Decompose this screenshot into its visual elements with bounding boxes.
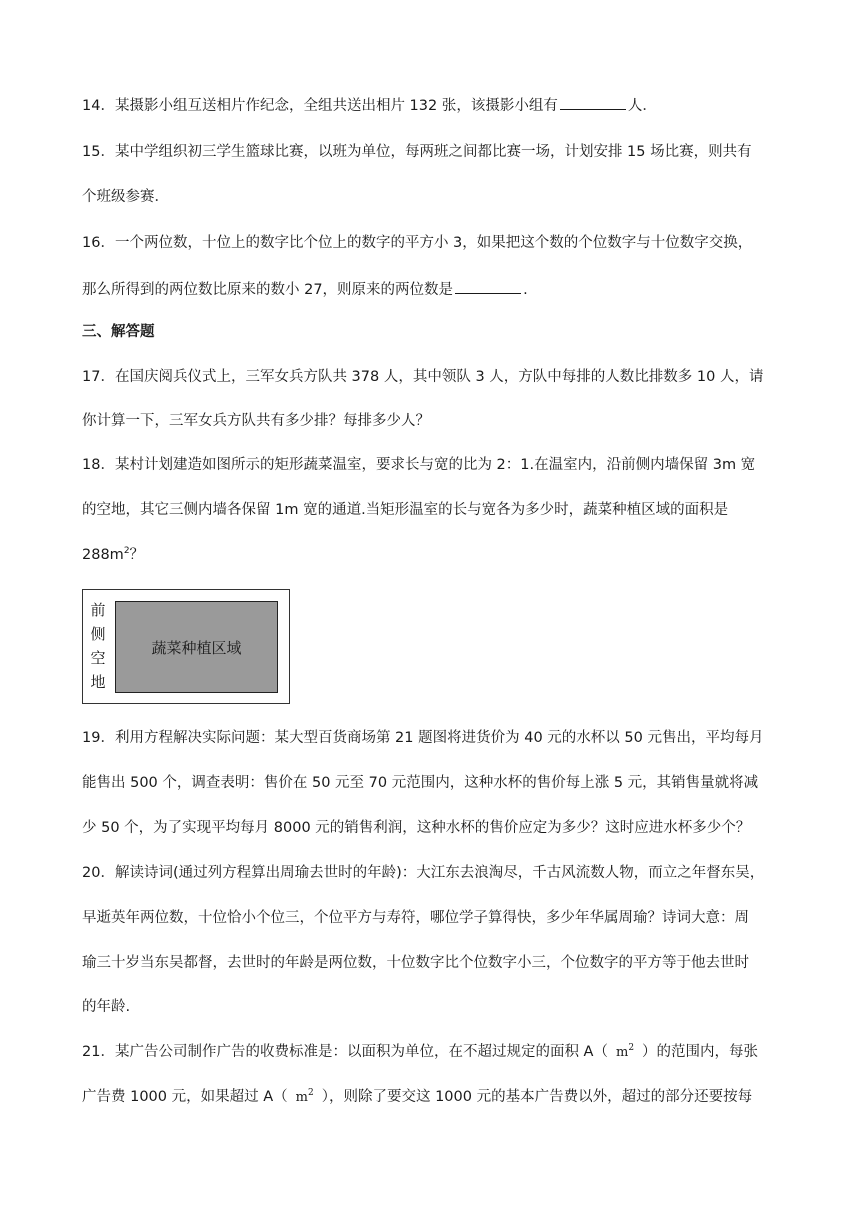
front-space-char: 地: [90, 673, 106, 691]
question-14: [82, 95, 782, 116]
question-19-line-2: 能售出 500 个，调查表明：售价在 50 元至 70 元范围内，这种水杯的售价每上涨 5 元，其销售量就将减: [82, 775, 759, 791]
question-16-line-2: [82, 279, 782, 300]
unit-base: m: [295, 1090, 308, 1105]
question-21-line-1: [82, 1042, 782, 1063]
question-16-line-1: 16．一个两位数，十位上的数字比个位上的数字的平方小 3，如果把这个数的个位数字与十位数字交换，: [82, 235, 753, 251]
answer-blank: [560, 95, 626, 110]
q21-text-cont: ）的范围内，每张: [642, 1044, 759, 1060]
planting-area: [115, 601, 278, 693]
unit-exponent: 2: [628, 1043, 635, 1053]
question-17-line-1: 17．在国庆阅兵仪式上，三军女兵方队共 378 人，其中领队 3 人，方队中每排的人数比排数多 10 人，请: [82, 369, 764, 385]
q21-text-cont: ），则除了要交这 1000 元的基本广告费以外，超过的部分还要按每: [321, 1089, 753, 1105]
question-18-line-2: 的空地，其它三侧内墙各保留 1m 宽的通道.当矩形温室的长与宽各为多少时，蔬菜种植区域的面积是: [82, 502, 729, 518]
q14-text-end: 人．: [627, 98, 657, 114]
q16-text-end: .: [523, 282, 528, 298]
area-unit: [616, 1045, 634, 1060]
question-15-line-2: 个班级参赛．: [82, 189, 169, 205]
question-18-line-1: 18．某村计划建造如图所示的矩形蔬菜温室，要求长与宽的比为 2：1.在温室内，沿前侧内墙保留 3m 宽: [82, 457, 756, 473]
unit-exponent: 2: [307, 1088, 314, 1098]
question-mark: ？: [129, 547, 145, 563]
exponent: 2: [123, 546, 130, 556]
question-20-line-2: 早逝英年两位数，十位恰小个位三，个位平方与寿符，哪位学子算得快，多少年华属周瑜？诗词大意：周: [82, 910, 749, 926]
front-space-char: 前: [90, 601, 106, 619]
area-value: 288m: [82, 547, 124, 563]
question-15-line-1: 15．某中学组织初三学生篮球比赛，以班为单位，每两班之间都比赛一场，计划安排 15 场比赛，则共有: [82, 144, 752, 160]
question-20-line-4: 的年龄.: [82, 999, 131, 1015]
q21-text: 广告费 1000 元，如果超过 A（: [82, 1089, 288, 1105]
question-19-line-1: 19．利用方程解决实际问题：某大型百货商场第 21 题图将进货价为 40 元的水杯以 50 元售出，平均每月: [82, 730, 764, 746]
front-space-char: 空: [90, 649, 106, 667]
unit-base: m: [615, 1045, 629, 1060]
greenhouse-figure: [82, 589, 290, 704]
q21-text: 21．某广告公司制作广告的收费标准是：以面积为单位，在不超过规定的面积 A（: [82, 1044, 608, 1060]
section-heading: 三、解答题: [82, 324, 155, 340]
q14-text: 14．某摄影小组互送相片作纪念，全组共送出相片 132 张，该摄影小组有: [82, 98, 558, 114]
q16-text: 那么所得到的两位数比原来的数小 27，则原来的两位数是: [82, 282, 454, 298]
question-17-line-2: 你计算一下，三军女兵方队共有多少排？每排多少人？: [82, 413, 430, 429]
question-18-line-3: [82, 545, 782, 565]
answer-blank: [455, 279, 521, 294]
question-20-line-1: 20．解读诗词(通过列方程算出周瑜去世时的年龄)：大江东去浪淘尽，千古风流数人物，而立之年督东吴，: [82, 865, 765, 881]
question-20-line-3: 瑜三十岁当东吴都督，去世时的年龄是两位数，十位数字比个位数字小三，个位数字的平方等于他去世时: [82, 955, 749, 971]
front-space-char: 侧: [90, 625, 106, 643]
question-21-line-2: [82, 1087, 782, 1108]
area-unit: [296, 1090, 314, 1105]
planting-area-label: 蔬菜种植区域: [151, 638, 242, 657]
front-space-label: [85, 598, 111, 694]
question-19-line-3: 少 50 个，为了实现平均每月 8000 元的销售利润，这种水杯的售价应定为多少？这时应进水杯多少个？: [82, 820, 751, 836]
